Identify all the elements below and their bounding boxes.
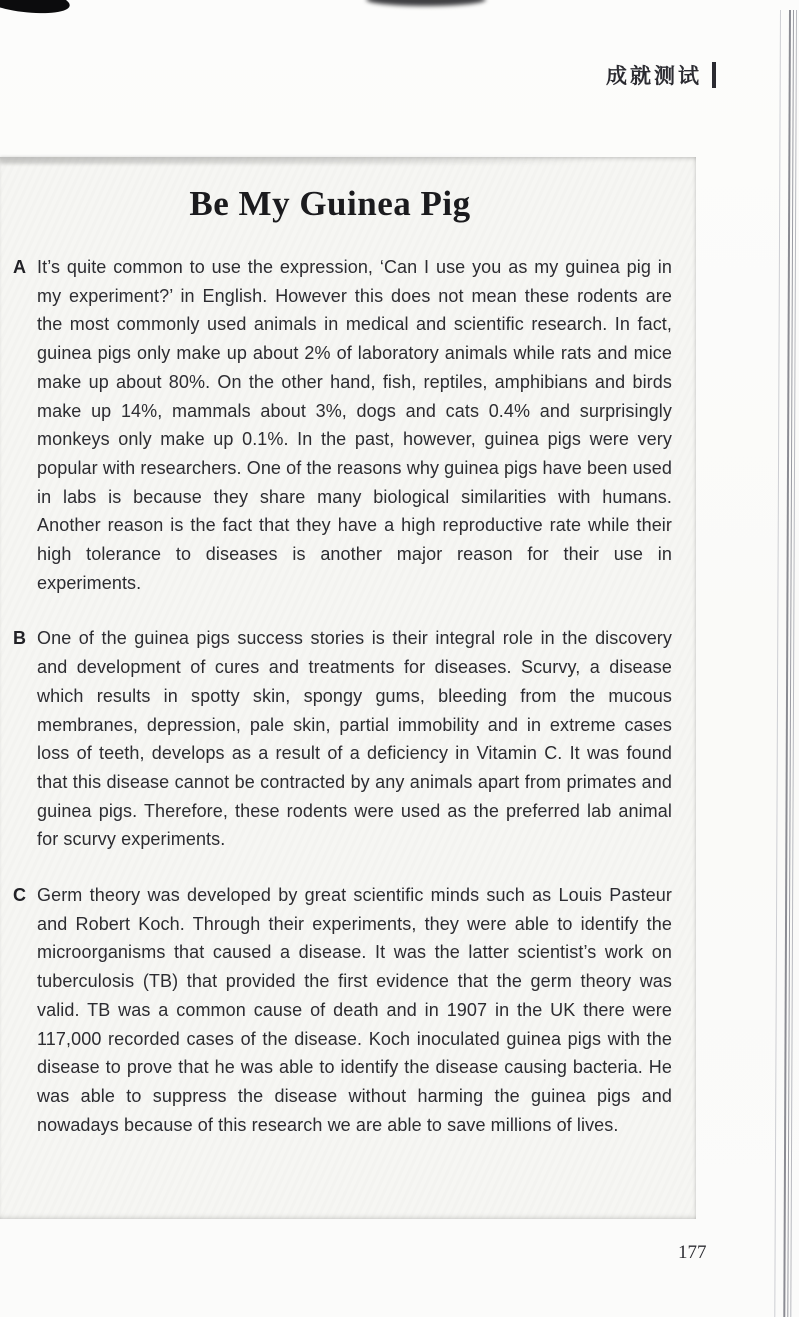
paragraph-a-label: A — [13, 257, 27, 277]
scan-artifact-top-left — [0, 0, 71, 18]
book-edge-line — [790, 10, 797, 1317]
book-edge-line — [774, 10, 781, 1317]
paragraph-a — [13, 253, 672, 597]
paragraph-c-label: C — [13, 885, 27, 906]
paragraph-b-text: One of the guinea pigs success stories is their integral role in the discovery and development of cures and treatments for diseases. Scurvy, a disease which results in spotty skin, spongy gums, bleeding from the mucous membranes, depression, pale skin, partial immobility and in extreme cases loss of teeth, develops as a result of a deficiency in Vitamin C. It was found that this disease cannot be contracted by any animals apart from primates and guinea pigs. Therefore, these rodents were used as the preferred lab animal for scurvy experiments. — [37, 628, 672, 850]
running-header — [606, 60, 716, 90]
scan-artifact-top-center — [366, 0, 486, 6]
passage-panel — [0, 157, 696, 1219]
page-number: 177 — [678, 1242, 707, 1263]
paragraph-a-text: It’s quite common to use the expression, ‘Can I use you as my guinea pig in my experiment?’ in English. However this does not mean these rodents are the most commonly used animals in medical and scientific research. In fact, guinea pigs only make up about 2% of laboratory animals while rats and mice make up about 80%. On the other hand, fish, reptiles, amphibians and birds make up 14%, mammals about 3%, dogs and cats 0.4% and surprisingly monkeys only make up 0.1%. In the past, however, guinea pigs were very popular with researchers. One of the reasons why guinea pigs have been used in labs is because they share many biological similarities with humans. Another reason is the fact that they have a high reproductive rate while their high tolerance to diseases is another major reason for their use in experiments. — [37, 257, 672, 593]
passage-body — [0, 253, 696, 1139]
section-label: 成就测试 — [606, 63, 702, 88]
book-edge-line — [783, 10, 791, 1317]
paragraph-c-text: Germ theory was developed by great scientific minds such as Louis Pasteur and Robert Koch. Through their experiments, they were able to identify the microorganisms that caused a disease. It was the latter scientist’s work on tuberculosis (TB) that provided the first evidence that the germ theory was valid. TB was a common cause of death and in 1907 in the UK there were 117,000 recorded cases of the disease. Koch inoculated guinea pigs with the disease to prove that he was able to identify the disease causing bacteria. He was able to suppress the disease without harming the guinea pigs and nowadays because of this research we are able to save millions of lives. — [37, 885, 672, 1135]
paragraph-c — [13, 881, 672, 1139]
paragraph-b — [13, 624, 672, 854]
book-edge-line — [787, 10, 794, 1317]
paragraph-b-label: B — [13, 628, 27, 649]
passage-title: Be My Guinea Pig — [189, 184, 471, 223]
header-divider-bar — [712, 62, 716, 88]
